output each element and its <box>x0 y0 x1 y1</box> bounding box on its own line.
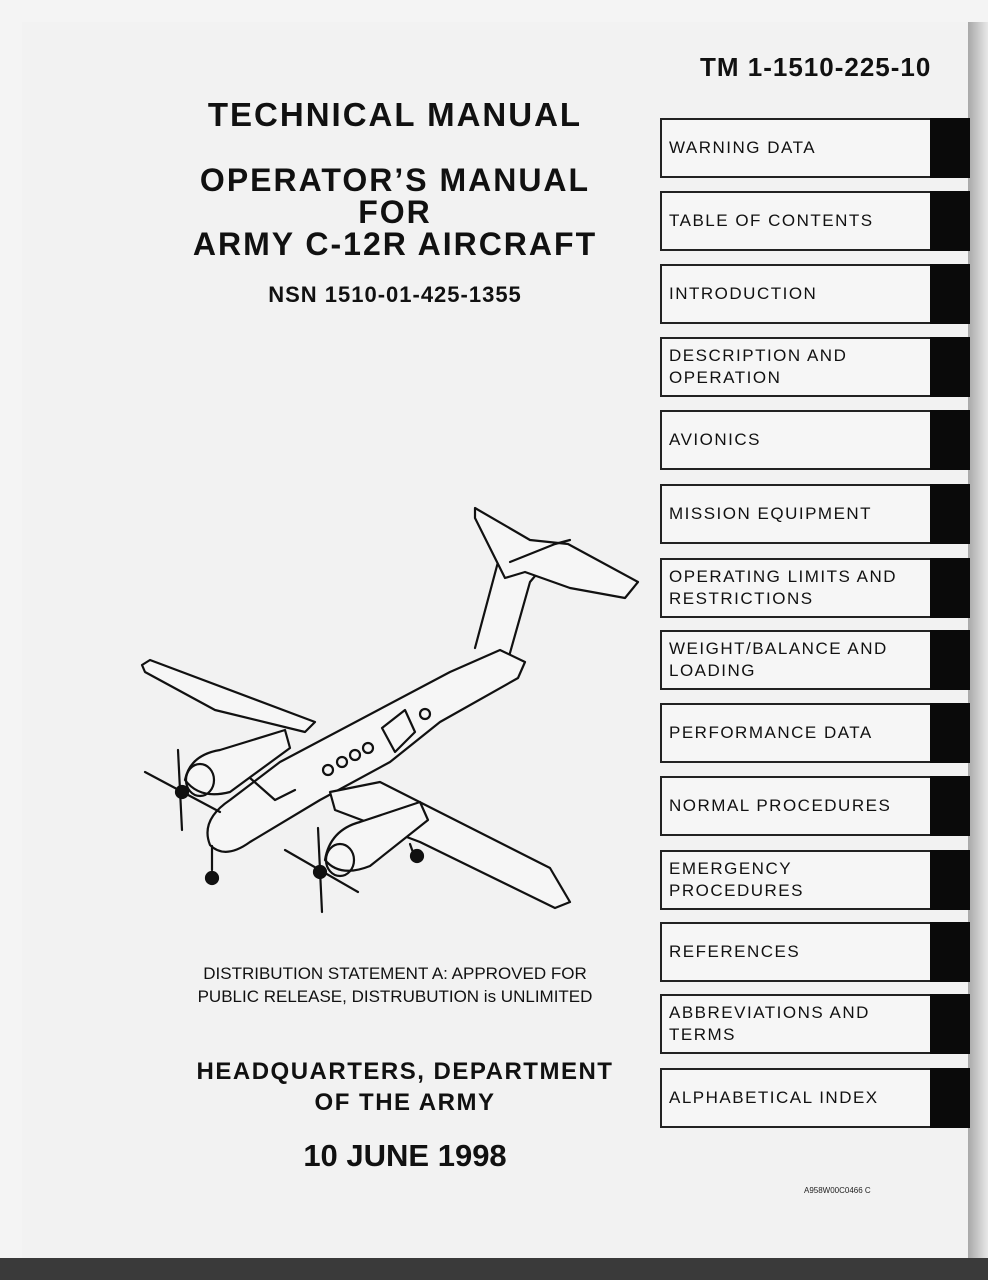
publication-date: 10 JUNE 1998 <box>303 1138 507 1173</box>
tab-label: TABLE OF CONTENTS <box>669 211 874 230</box>
tab-performance-data[interactable] <box>660 703 930 763</box>
tab-label: NORMAL PROCEDURES <box>669 796 892 815</box>
tab-label: REFERENCES <box>669 942 801 961</box>
tab-normal-procedures[interactable] <box>660 776 930 836</box>
tab-description-and-operation[interactable] <box>660 337 930 397</box>
title-line-aircraft: ARMY C-12R AIRCRAFT <box>192 226 598 262</box>
figure-code: A958W00C0466 C <box>804 1186 871 1195</box>
tab-alphabetical-index[interactable] <box>660 1068 930 1128</box>
page-bottom-shadow <box>0 1258 988 1280</box>
tab-abbreviations-and-terms[interactable] <box>660 994 930 1054</box>
tab-weight-balance[interactable] <box>660 630 930 690</box>
tab-label: MISSION EQUIPMENT <box>669 504 873 523</box>
publisher-line: HEADQUARTERS, DEPARTMENT <box>196 1058 614 1085</box>
tab-label: PERFORMANCE DATA <box>669 723 873 742</box>
tab-label: ABBREVIATIONS AND TERMS <box>669 1003 870 1044</box>
tab-operating-limits[interactable] <box>660 558 930 618</box>
tab-label: ALPHABETICAL INDEX <box>669 1088 879 1107</box>
tab-mission-equipment[interactable] <box>660 484 930 544</box>
tab-label: AVIONICS <box>669 430 761 449</box>
page-edge-shadow <box>968 22 988 1258</box>
publisher <box>150 1056 660 1118</box>
tab-emergency-procedures[interactable] <box>660 850 930 910</box>
tab-label: INTRODUCTION <box>669 284 818 303</box>
tab-label: EMERGENCY PROCEDURES <box>669 859 804 900</box>
aircraft-illustration <box>130 500 650 930</box>
tab-introduction[interactable] <box>660 264 930 324</box>
nsn-number: NSN 1510-01-425-1355 <box>268 282 522 307</box>
title-operators-manual <box>150 164 640 260</box>
distribution-line: DISTRIBUTION STATEMENT A: APPROVED FOR <box>203 964 587 983</box>
tab-label: DESCRIPTION AND OPERATION <box>669 346 848 387</box>
tab-label: OPERATING LIMITS AND RESTRICTIONS <box>669 567 898 608</box>
document-number: TM 1-1510-225-10 <box>700 52 932 82</box>
tab-table-of-contents[interactable] <box>660 191 930 251</box>
title-line-for: FOR <box>358 194 432 230</box>
publisher-line: OF THE ARMY <box>314 1089 496 1116</box>
tab-label: WARNING DATA <box>669 138 817 157</box>
title-technical-manual: TECHNICAL MANUAL <box>207 96 583 133</box>
tab-avionics[interactable] <box>660 410 930 470</box>
title-line-operators: OPERATOR’S MANUAL <box>199 162 591 198</box>
tab-references[interactable] <box>660 922 930 982</box>
distribution-line: PUBLIC RELEASE, DISTRUBUTION is UNLIMITED <box>197 987 593 1006</box>
distribution-statement <box>150 962 640 1008</box>
tab-label: WEIGHT/BALANCE AND LOADING <box>669 639 888 680</box>
tab-warning-data[interactable] <box>660 118 930 178</box>
